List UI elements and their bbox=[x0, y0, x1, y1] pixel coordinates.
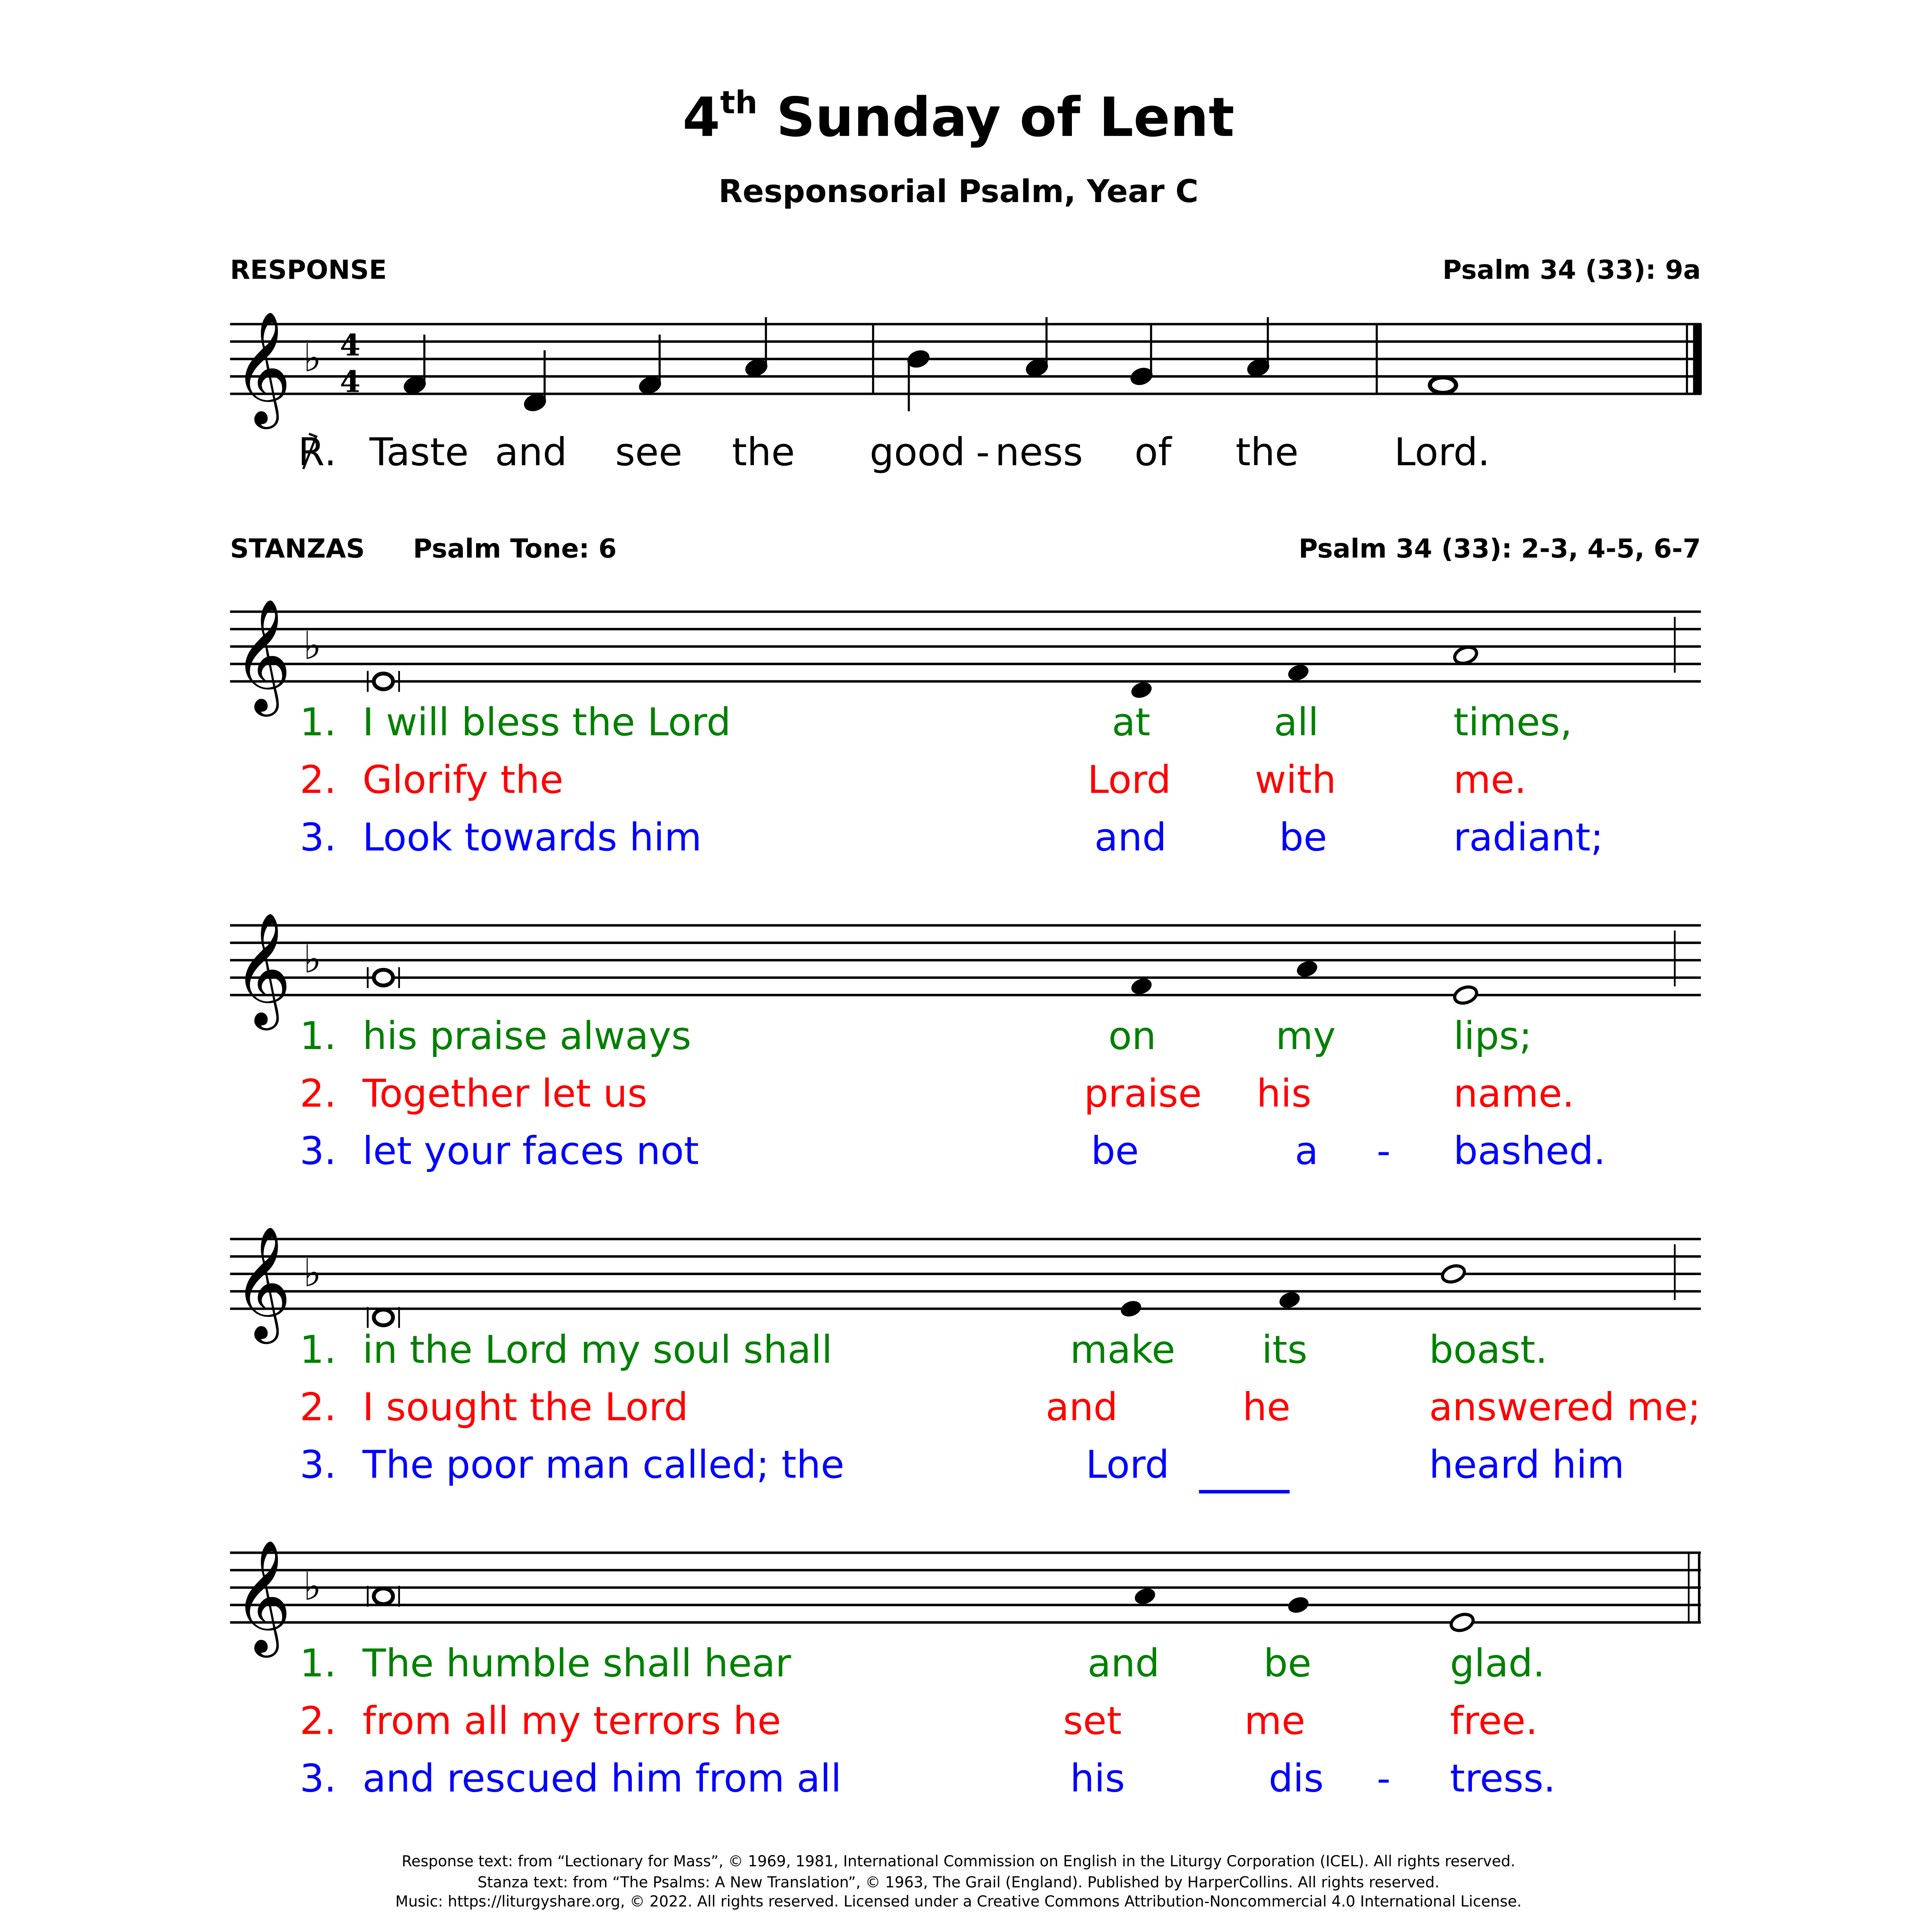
syllable-3: name. bbox=[1453, 1073, 1575, 1117]
syllable-2: all bbox=[1274, 702, 1319, 746]
syllable-hyphen: - bbox=[1376, 1131, 1391, 1175]
treble-clef-icon: 𝄞 bbox=[233, 310, 291, 424]
svg-text:4: 4 bbox=[340, 364, 361, 400]
syllable-3: times, bbox=[1453, 702, 1572, 746]
note bbox=[1295, 959, 1320, 980]
response-syllable: of bbox=[1135, 432, 1172, 476]
treble-clef-icon: 𝄞 bbox=[233, 1225, 291, 1339]
response-syllable: ness bbox=[995, 432, 1083, 476]
response-syllable: Taste bbox=[369, 432, 469, 476]
syllable-1: be bbox=[1091, 1131, 1139, 1175]
response-label: RESPONSE bbox=[230, 254, 387, 286]
response-syllable: and bbox=[495, 432, 567, 476]
note bbox=[1129, 976, 1154, 997]
svg-text:4: 4 bbox=[340, 328, 361, 363]
syllable-3: me. bbox=[1453, 760, 1527, 804]
syllable-2: dis bbox=[1269, 1758, 1324, 1802]
note bbox=[1286, 662, 1311, 683]
syllable-3: bashed. bbox=[1453, 1131, 1606, 1175]
half-note bbox=[1449, 1612, 1475, 1633]
syllable-2: his bbox=[1256, 1073, 1311, 1117]
verse-number: 1. bbox=[299, 1016, 337, 1060]
verse-number: 3. bbox=[299, 1444, 337, 1488]
flat-icon: ♭ bbox=[303, 623, 321, 668]
verse-number: 2. bbox=[299, 1073, 337, 1117]
syllable-1: Lord bbox=[1085, 1444, 1169, 1488]
page-subtitle: Responsorial Psalm, Year C bbox=[718, 174, 1199, 211]
breve-note bbox=[368, 671, 399, 692]
syllable-2: my bbox=[1276, 1016, 1336, 1060]
syllable-1: and bbox=[1094, 817, 1167, 861]
stanza-staff bbox=[0, 1525, 1917, 1664]
syllable-1: make bbox=[1070, 1330, 1175, 1373]
verse-number: 2. bbox=[299, 760, 337, 804]
flat-icon: ♭ bbox=[303, 1251, 321, 1296]
syllable-1: set bbox=[1063, 1701, 1122, 1745]
verse-text: The humble shall hear bbox=[362, 1643, 791, 1687]
footer-response-credit: Response text: from “Lectionary for Mass”, © 1969, 1981, International Commission on English in the Liturgy Corporation (ICEL). All rights reserved. bbox=[401, 1854, 1516, 1872]
treble-clef-icon: 𝄞 bbox=[233, 1539, 291, 1653]
treble-clef-icon: 𝄞 bbox=[233, 912, 291, 1026]
stanza-staff bbox=[0, 1211, 1917, 1350]
syllable-2: he bbox=[1242, 1387, 1291, 1431]
response-syllable: good bbox=[869, 432, 965, 476]
verse-text: his praise always bbox=[362, 1016, 691, 1060]
response-staff bbox=[0, 296, 1917, 436]
flat-icon: ♭ bbox=[303, 336, 321, 381]
flat-icon: ♭ bbox=[303, 1565, 321, 1609]
syllable-2: be bbox=[1279, 817, 1327, 861]
response-syllable: Lord. bbox=[1394, 432, 1490, 476]
verse-text: in the Lord my soul shall bbox=[362, 1330, 833, 1373]
psalm-tone: Psalm Tone: 6 bbox=[413, 533, 617, 565]
syllable-2: be bbox=[1263, 1643, 1311, 1687]
breve-note bbox=[368, 1307, 399, 1328]
syllable-2: a bbox=[1294, 1131, 1318, 1175]
verse-text: let your faces not bbox=[362, 1131, 699, 1175]
treble-clef-icon: 𝄞 bbox=[233, 598, 291, 712]
syllable-3: boast. bbox=[1429, 1330, 1548, 1373]
syllable-2: me bbox=[1244, 1701, 1305, 1745]
note bbox=[1129, 680, 1154, 701]
breve-note bbox=[368, 967, 399, 988]
syllable-1: his bbox=[1070, 1758, 1125, 1802]
response-syllable: see bbox=[615, 432, 682, 476]
verse-text: Glorify the bbox=[362, 760, 563, 804]
verse-number: 3. bbox=[299, 817, 337, 861]
verse-number: 1. bbox=[299, 702, 337, 746]
verse-text: I will bless the Lord bbox=[362, 702, 731, 746]
verse-text: Look towards him bbox=[362, 817, 702, 861]
half-note bbox=[1453, 984, 1479, 1006]
response-notes bbox=[402, 317, 1701, 413]
response-reference: Psalm 34 (33): 9a bbox=[1442, 254, 1701, 286]
title-ordinal: th bbox=[720, 85, 758, 122]
stanzas-label: STANZAS bbox=[230, 533, 365, 565]
whole-note bbox=[1430, 377, 1456, 393]
title-text: Sunday of Lent bbox=[776, 87, 1235, 150]
verse-text: and rescued him from all bbox=[362, 1758, 842, 1802]
footer-music-credit: Music: https://liturgyshare.org, © 2022. All rights reserved. Licensed under a Creative Commons Attribution-Noncommercial 4.0 International License. bbox=[395, 1894, 1522, 1912]
verse-text: Together let us bbox=[362, 1073, 648, 1117]
syllable-hyphen: - bbox=[1376, 1758, 1391, 1802]
note bbox=[1286, 1595, 1311, 1616]
syllable-1: Lord bbox=[1087, 760, 1171, 804]
breve-note bbox=[368, 1586, 399, 1607]
melisma-extender bbox=[1199, 1490, 1290, 1493]
syllable-3: tress. bbox=[1450, 1758, 1556, 1802]
copyright-footer bbox=[0, 1854, 1917, 1915]
verse-text: from all my terrors he bbox=[362, 1701, 781, 1745]
syllable-2: its bbox=[1262, 1330, 1308, 1373]
response-syllable: the bbox=[732, 432, 795, 476]
page-title bbox=[0, 87, 1917, 150]
verse-number: 2. bbox=[299, 1701, 337, 1745]
syllable-3: heard him bbox=[1429, 1444, 1624, 1488]
syllable-3: free. bbox=[1450, 1701, 1538, 1745]
response-hyphen: - bbox=[976, 432, 990, 476]
verse-text: The poor man called; the bbox=[362, 1444, 845, 1488]
stanza-staff bbox=[0, 898, 1917, 1037]
syllable-2: with bbox=[1255, 760, 1336, 804]
syllable-3: answered me; bbox=[1429, 1387, 1701, 1431]
response-symbol: ℟. bbox=[298, 432, 337, 476]
verse-number: 3. bbox=[299, 1758, 337, 1802]
syllable-1: at bbox=[1112, 702, 1151, 746]
verse-number: 1. bbox=[299, 1643, 337, 1687]
syllable-1: on bbox=[1108, 1016, 1156, 1060]
syllable-1: praise bbox=[1084, 1073, 1202, 1117]
response-syllable: the bbox=[1235, 432, 1299, 476]
time-signature bbox=[340, 328, 360, 400]
stanzas-reference: Psalm 34 (33): 2-3, 4-5, 6-7 bbox=[1298, 533, 1701, 565]
verse-number: 1. bbox=[299, 1330, 337, 1373]
footer-stanza-credit: Stanza text: from “The Psalms: A New Translation”, © 1963, The Grail (England). Published by HarperCollins. All rights reserved. bbox=[477, 1874, 1440, 1892]
syllable-3: lips; bbox=[1453, 1016, 1532, 1060]
verse-number: 3. bbox=[299, 1131, 337, 1175]
syllable-3: glad. bbox=[1450, 1643, 1545, 1687]
verse-number: 2. bbox=[299, 1387, 337, 1431]
half-note bbox=[1440, 1263, 1466, 1285]
note bbox=[1277, 1289, 1302, 1310]
flat-icon: ♭ bbox=[303, 937, 321, 982]
syllable-1: and bbox=[1046, 1387, 1118, 1431]
syllable-1: and bbox=[1087, 1643, 1160, 1687]
title-number: 4 bbox=[682, 87, 720, 150]
note bbox=[1119, 1298, 1143, 1319]
syllable-3: radiant; bbox=[1453, 817, 1604, 861]
note bbox=[1133, 1586, 1157, 1607]
stanza-staff bbox=[0, 584, 1917, 723]
verse-text: I sought the Lord bbox=[362, 1387, 689, 1431]
